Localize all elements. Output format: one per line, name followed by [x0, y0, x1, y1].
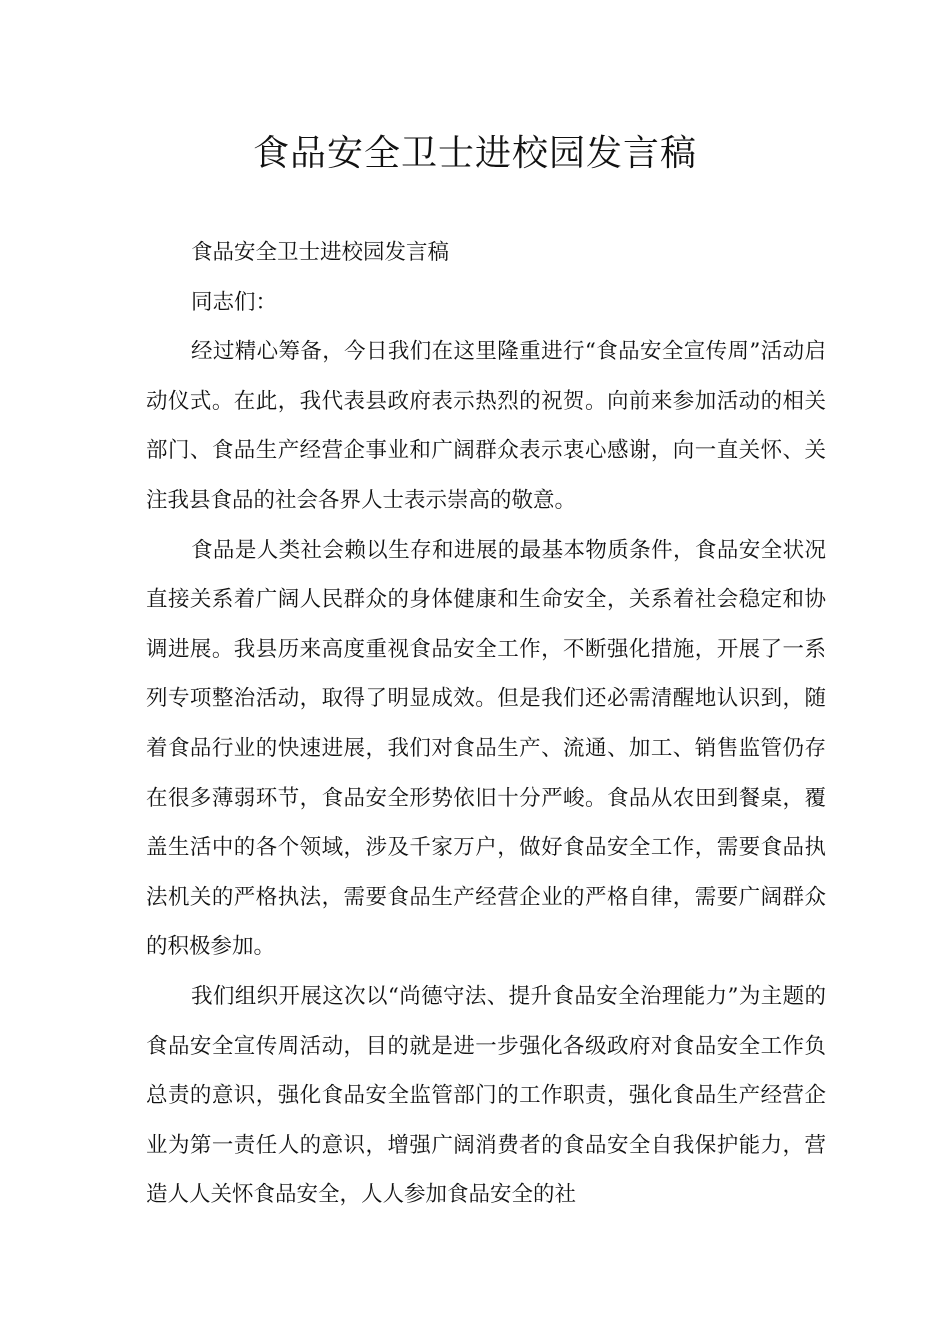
- paragraph-campaign-purpose: 我们组织开展这次以“尚德守法、提升食品安全治理能力”为主题的食品安全宣传周活动，目的就是进一步强化各级政府对食品安全工作负总责的意识，强化食品安全监管部门的工作职责，强化食品生产经营企业为第一责任人的意识，增强广阔消费者的食品安全自我保护能力，营造人人关怀食品安全，人人参加食品安全的社: [146, 983, 826, 1208]
- paragraph-salutation: 同志们：: [191, 289, 278, 315]
- paragraph-opening: 经过精心筹备，今日我们在这里隆重进行“食品安全宣传周”活动启动仪式。在此，我代表县政府表示热烈的祝贺。向前来参加活动的相关部门、食品生产经营企事业和广阔群众表示衷心感谢，向一直关怀、关注我县食品的社会各界人士表示崇高的敬意。: [146, 339, 826, 513]
- document-title: 食品安全卫士进校园发言稿: [252, 133, 697, 174]
- paragraph-subtitle: 食品安全卫士进校园发言稿: [191, 240, 450, 265]
- paragraph-food-safety-importance: 食品是人类社会赖以生存和进展的最基本物质条件，食品安全状况直接关系着广阔人民群众的身体健康和生命安全，关系着社会稳定和协调进展。我县历来高度重视食品安全工作，不断强化措施，开展了一系列专项整治活动，取得了明显成效。但是我们还必需清醒地认识到，随着食品行业的快速进展，我们对食品生产、流通、加工、销售监管仍存在很多薄弱环节，食品安全形势依旧十分严峻。食品从农田到餐桌，覆盖生活中的各个领域，涉及千家万户，做好食品安全工作，需要食品执法机关的严格执法，需要食品生产经营企业的严格自律，需要广阔群众的积极参加。: [146, 537, 826, 960]
- document-body: [146, 228, 826, 1220]
